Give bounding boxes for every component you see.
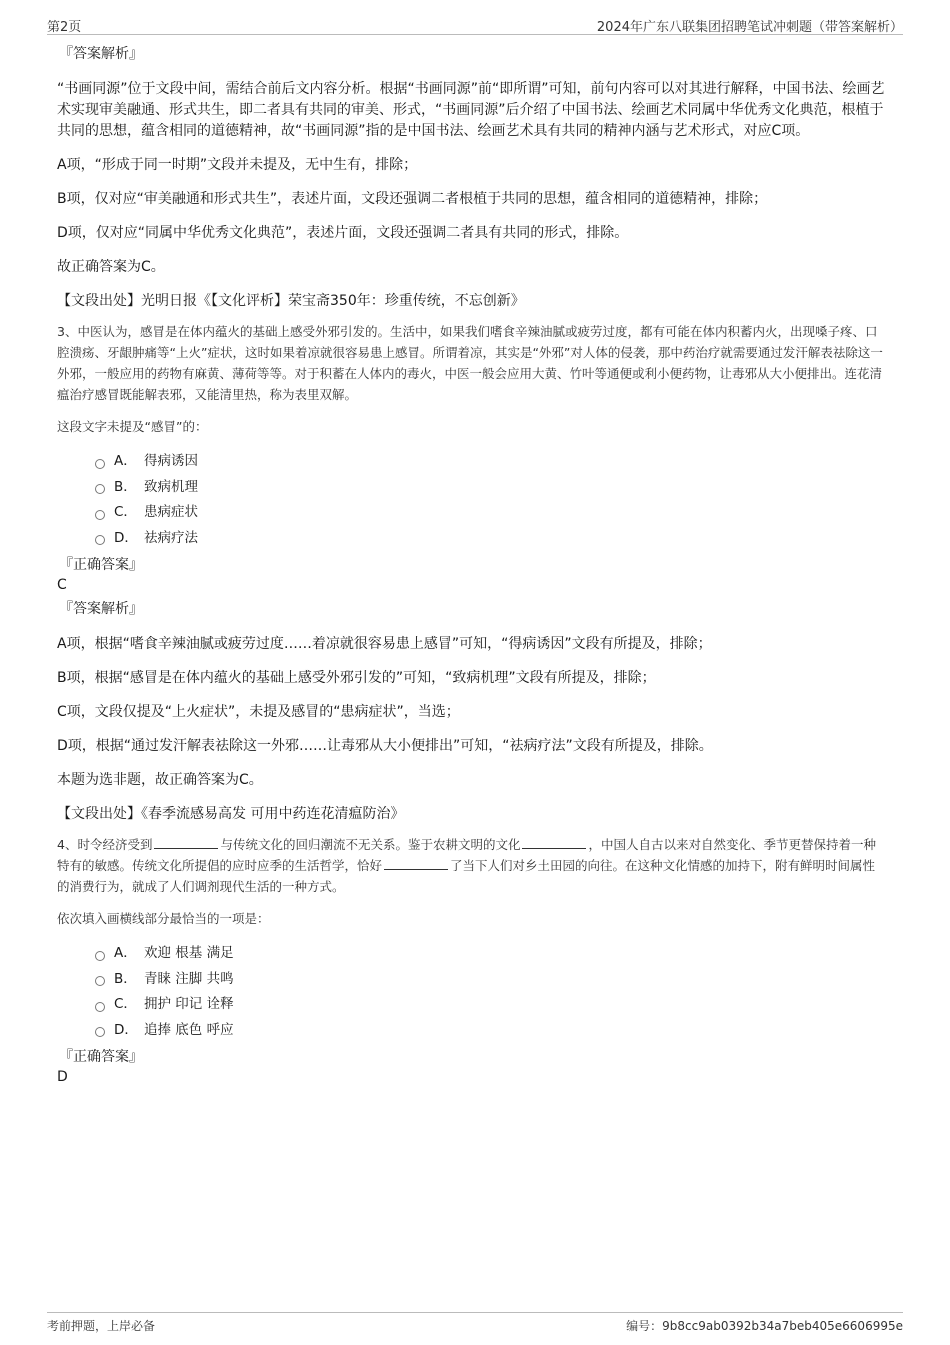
- radio-icon[interactable]: [95, 510, 105, 520]
- q3-source: 【文段出处】《春季流感易高发 可用中药连花清瘟防治》: [57, 806, 405, 822]
- q3-options: [95, 449, 887, 551]
- q3-answer: C: [57, 577, 67, 593]
- page-number: 第2页: [47, 20, 82, 35]
- q2-analysis-d: D项，仅对应“同属中华优秀文化典范”，表述片面，文段还强调二者具有共同的形式，排除。: [57, 225, 629, 241]
- q4-stem: 4、时令经济受到 与传统文化的回归潮流不无关系。鉴于农耕文明的文化 ，中国人自古以来对自然变化、季节更替保持着一种特有的敏感。传统文化所提倡的应时应季的生活哲学，恰好 了当下人们对乡土田园的向往。在这种文化情感的加持下，附有鲜明时间属性的消费行为，就成了人们调剂现代生活的一种方式。: [57, 837, 876, 894]
- q2-analysis-a: A项，“形成于同一时期”文段并未提及，无中生有，排除；: [57, 157, 418, 173]
- q2-conclusion: 故正确答案为C。: [57, 259, 165, 275]
- q3-analysis-b: B项，根据“感冒是在体内蕴火的基础上感受外邪引发的”可知，“致病机理”文段有所提及，排除；: [57, 670, 656, 686]
- q3-option-c[interactable]: C． 患病症状: [95, 500, 887, 526]
- fill-blank-3: [384, 857, 448, 870]
- fill-blank-2: [522, 836, 586, 849]
- footer-slogan: 考前押题，上岸必备: [47, 1319, 156, 1333]
- radio-icon[interactable]: [95, 951, 105, 961]
- q3-analysis-d: D项，根据“通过发汗解表祛除这一外邪……让毒邪从大小便排出”可知，“祛病疗法”文段有所提及，排除。: [57, 738, 713, 754]
- q3-option-d[interactable]: D． 祛病疗法: [95, 526, 887, 552]
- q4-answer: D: [57, 1069, 68, 1085]
- radio-icon[interactable]: [95, 976, 105, 986]
- q2-source: 【文段出处】光明日报《【文化评析】荣宝斋350年：珍重传统，不忘创新》: [57, 293, 525, 309]
- radio-icon[interactable]: [95, 1002, 105, 1012]
- radio-icon[interactable]: [95, 484, 105, 494]
- radio-icon[interactable]: [95, 535, 105, 545]
- q3-option-a[interactable]: A． 得病诱因: [95, 449, 887, 475]
- page-content: [57, 44, 887, 1087]
- q2-analysis-label: 『答案解析』: [59, 46, 143, 62]
- q4-answer-label: 『正确答案』: [59, 1049, 143, 1065]
- q4-options: [95, 941, 887, 1043]
- page-header: [47, 14, 903, 35]
- q3-answer-label: 『正确答案』: [59, 557, 143, 573]
- q3-option-b[interactable]: B． 致病机理: [95, 475, 887, 501]
- q3-stem: 3、中医认为，感冒是在体内蕴火的基础上感受外邪引发的。生活中，如果我们嗜食辛辣油腻或疲劳过度，都有可能在体内积蓄内火，出现嗓子疼、口腔溃疡、牙龈肿痛等“上火”症状，这时如果着凉就很容易患上感冒。所谓着凉，其实是“外邪”对人体的侵袭，那中药治疗就需要通过发汗解表祛除这一外邪，一般应用的药物有麻黄、薄荷等等。对于积蓄在人体内的毒火，中医一般会应用大黄、竹叶等通便或利小便药物，让毒邪从大小便排出。连花清瘟治疗感冒既能解表邪，又能清里热，称为表里双解。: [57, 324, 883, 402]
- fill-blank-1: [154, 836, 218, 849]
- q3-analysis-label: 『答案解析』: [59, 601, 143, 617]
- q4-option-b[interactable]: B． 青睐 注脚 共鸣: [95, 967, 887, 993]
- q3-question: 这段文字未提及“感冒”的：: [57, 419, 208, 434]
- q3-conclusion: 本题为选非题，故正确答案为C。: [57, 772, 263, 788]
- q3-analysis-a: A项，根据“嗜食辛辣油腻或疲劳过度……着凉就很容易患上感冒”可知，“得病诱因”文段有所提及，排除；: [57, 636, 712, 652]
- q4-option-d[interactable]: D． 追捧 底色 呼应: [95, 1018, 887, 1044]
- q4-option-c[interactable]: C． 拥护 印记 诠释: [95, 992, 887, 1018]
- radio-icon[interactable]: [95, 459, 105, 469]
- document-id: 编号：9b8cc9ab0392b34a7beb405e6606995e: [626, 1319, 903, 1333]
- q4-option-a[interactable]: A． 欢迎 根基 满足: [95, 941, 887, 967]
- radio-icon[interactable]: [95, 1027, 105, 1037]
- q2-analysis-paragraph: “书画同源”位于文段中间，需结合前后文内容分析。根据“书画同源”前“即所谓”可知，前句内容可以对其进行解释，中国书法、绘画艺术实现审美融通、形式共生，即二者具有共同的审美、形式，“书画同源”后介绍了中国书法、绘画艺术同属中华优秀文化典范，根植于共同的思想，蕴含相同的道德精神，故“书画同源”指的是中国书法、绘画艺术具有共同的精神内涵与艺术形式，对应C项。: [57, 81, 885, 139]
- q3-analysis-c: C项，文段仅提及“上火症状”，未提及感冒的“患病症状”，当选；: [57, 704, 460, 720]
- document-title: 2024年广东八联集团招聘笔试冲刺题（带答案解析）: [596, 20, 903, 35]
- page-footer: [47, 1312, 903, 1335]
- q2-analysis-b: B项，仅对应“审美融通和形式共生”，表述片面，文段还强调二者根植于共同的思想，蕴含相同的道德精神，排除；: [57, 191, 768, 207]
- q4-question: 依次填入画横线部分最恰当的一项是：: [57, 911, 270, 926]
